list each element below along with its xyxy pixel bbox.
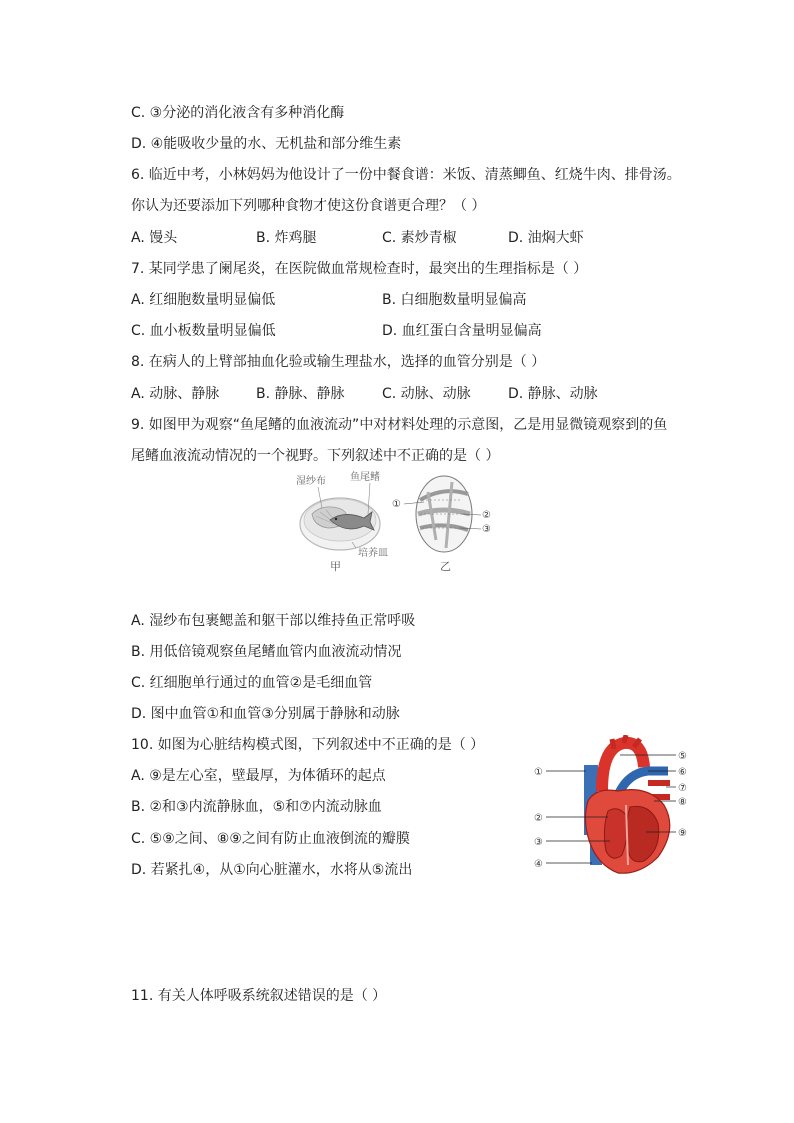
marker-3: ③: [482, 524, 491, 535]
q7-option-b: B. 白细胞数量明显偏高: [382, 292, 527, 308]
q8-option-d: D. 静脉、动脉: [508, 386, 598, 402]
q6-option-d: D. 油焖大虾: [508, 230, 584, 246]
petri-dish-illustration: [300, 498, 380, 550]
q9-option-d: D. 图中血管①和血管③分别属于静脉和动脉: [131, 706, 400, 722]
heart-marker-5: ⑤: [678, 751, 687, 762]
caption-jia: 甲: [330, 560, 341, 573]
q10-option-a: A. ⑨是左心室，壁最厚，为体循环的起点: [131, 768, 386, 784]
heart-illustration: [584, 735, 670, 873]
q6-stem-line2: 你认为还要添加下列哪种食物才使这份食谱更合理？（ ）: [131, 198, 486, 214]
heart-marker-8: ⑧: [678, 797, 687, 808]
q11-stem: 11. 有关人体呼吸系统叙述错误的是（ ）: [131, 988, 387, 1004]
q9-option-c: C. 红细胞单行通过的血管②是毛细血管: [131, 675, 373, 691]
q9-option-b: B. 用低倍镜观察鱼尾鳍血管内血液流动情况: [131, 644, 402, 660]
q6-option-c: C. 素炒青椒: [382, 230, 457, 246]
q6-option-b: B. 炸鸡腿: [256, 230, 317, 246]
q8-option-c: C. 动脉、动脉: [382, 386, 471, 402]
q8-stem: 8. 在病人的上臂部抽血化验或输生理盐水，选择的血管分别是（ ）: [131, 354, 546, 370]
q9-stem-line2: 尾鳍血液流动情况的一个视野。下列叙述中不正确的是（ ）: [131, 448, 500, 464]
marker-2: ②: [482, 510, 491, 521]
q7-option-a: A. 红细胞数量明显偏低: [131, 292, 276, 308]
q7-option-d: D. 血红蛋白含量明显偏高: [382, 323, 542, 339]
heart-marker-9: ⑨: [678, 828, 687, 839]
label-fish-fin: 鱼尾鳍: [350, 472, 380, 483]
heart-marker-7: ⑦: [678, 783, 687, 794]
heart-marker-2: ②: [534, 813, 543, 824]
q7-stem: 7. 某同学患了阑尾炎，在医院做血常规检查时，最突出的生理指标是（ ）: [131, 261, 588, 277]
heart-marker-4: ④: [534, 859, 543, 870]
caption-yi: 乙: [440, 560, 451, 573]
q10-option-d: D. 若紧扎④，从①向心脏灌水，水将从⑤流出: [131, 862, 413, 878]
label-wet-cloth: 湿纱布: [296, 476, 326, 487]
q9-stem-line1: 9. 如图甲为观察“鱼尾鳍的血液流动”中对材料处理的示意图，乙是用显微镜观察到的鱼: [131, 417, 668, 433]
q6-option-a: A. 馒头: [131, 230, 178, 246]
heart-marker-3: ③: [534, 837, 543, 848]
q10-stem: 10. 如图为心脏结构模式图，下列叙述中不正确的是（ ）: [131, 737, 485, 753]
heart-marker-1: ①: [534, 767, 543, 778]
heart-diagram: [530, 735, 698, 875]
marker-1: ①: [392, 499, 401, 510]
q10-option-c: C. ⑤⑨之间、⑧⑨之间有防止血液倒流的瓣膜: [131, 831, 410, 847]
q9-option-a: A. 湿纱布包裹鳃盖和躯干部以维持鱼正常呼吸: [131, 613, 416, 629]
label-petri-dish: 培养皿: [358, 548, 388, 559]
q6-stem-line1: 6. 临近中考，小林妈妈为他设计了一份中餐食谱：米饭、清蒸鲫鱼、红烧牛肉、排骨汤。: [131, 167, 681, 183]
q5-option-d: D. ④能吸收少量的水、无机盐和部分维生素: [131, 136, 402, 152]
q10-option-b: B. ②和③内流静脉血，⑤和⑦内流动脉血: [131, 799, 382, 815]
heart-marker-6: ⑥: [678, 767, 687, 778]
q9-figure: [292, 470, 502, 576]
q5-option-c: C. ③分泌的消化液含有多种消化酶: [131, 105, 345, 121]
q8-option-a: A. 动脉、静脉: [131, 386, 220, 402]
q7-option-c: C. 血小板数量明显偏低: [131, 323, 276, 339]
q8-option-b: B. 静脉、静脉: [256, 386, 345, 402]
